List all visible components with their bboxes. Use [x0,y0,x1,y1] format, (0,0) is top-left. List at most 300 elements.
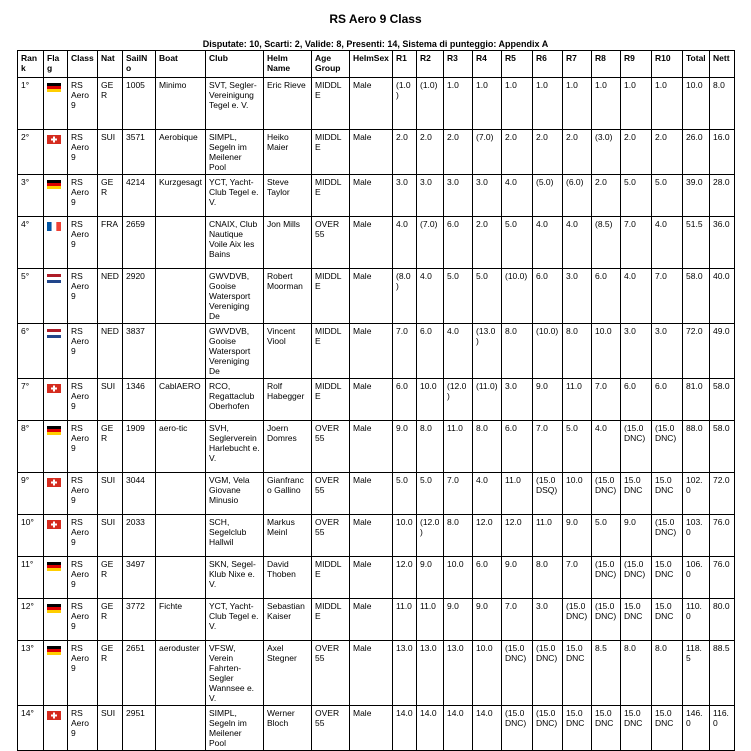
helm-sex-cell: Male [350,515,393,557]
nat-cell: NED [98,324,123,379]
race-score-cell: 1.0 [473,78,502,130]
nat-cell: GER [98,175,123,217]
race-score-cell: 4.0 [592,421,621,473]
race-score-cell: 4.0 [473,473,502,515]
helm-sex-cell: Male [350,641,393,706]
flag-cell [44,78,68,130]
race-score-cell: 15.0 DNC [652,706,683,751]
race-score-cell: 7.0 [444,473,473,515]
flag-cell [44,641,68,706]
race-score-cell: 2.0 [417,130,444,175]
race-score-cell: 3.0 [621,324,652,379]
helm-name-cell: Steve Taylor [264,175,312,217]
age-group-cell: MIDDLE [312,78,350,130]
race-score-cell: 2.0 [621,130,652,175]
total-cell: 146.0 [683,706,710,751]
race-score-cell: 9.0 [533,379,563,421]
race-score-cell: 9.0 [473,599,502,641]
race-score-cell: 15.0 DNC [652,473,683,515]
age-group-cell: MIDDLE [312,130,350,175]
race-score-cell: 8.0 [502,324,533,379]
boat-cell: Fichte [156,599,206,641]
rank-cell: 4° [18,217,44,269]
race-score-cell: (15.0 DSQ) [533,473,563,515]
race-score-cell: 12.0 [393,557,417,599]
flag-ger-icon [47,180,61,189]
race-score-cell: 11.0 [502,473,533,515]
club-cell: CNAIX, Club Nautique Voile Aix les Bains [206,217,264,269]
rank-cell: 5° [18,269,44,324]
nett-cell: 80.0 [710,599,735,641]
race-score-cell: (15.0 DNC) [533,706,563,751]
nat-cell: GER [98,421,123,473]
class-cell: RS Aero 9 [68,324,98,379]
race-score-cell: 13.0 [444,641,473,706]
race-score-cell: (15.0 DNC) [621,421,652,473]
flag-cell [44,599,68,641]
race-score-cell: 15.0 DNC [563,641,592,706]
race-score-cell: 8.0 [652,641,683,706]
helm-sex-cell: Male [350,175,393,217]
club-cell: SVH, Seglerverein Harlebucht e. V. [206,421,264,473]
race-score-cell: 4.0 [502,175,533,217]
race-score-cell: 9.0 [417,557,444,599]
club-cell: VGM, Vela Giovane Minusio [206,473,264,515]
nett-cell: 49.0 [710,324,735,379]
race-score-cell: 2.0 [652,130,683,175]
race-score-cell: 9.0 [444,599,473,641]
race-score-cell: (8.5) [592,217,621,269]
column-header: R5 [502,51,533,78]
race-score-cell: 8.0 [533,557,563,599]
helm-name-cell: Robert Moorman [264,269,312,324]
race-score-cell: 12.0 [473,515,502,557]
helm-name-cell: Heiko Maier [264,130,312,175]
race-score-cell: 15.0 DNC [621,706,652,751]
column-header: Flag [44,51,68,78]
race-score-cell: 7.0 [621,217,652,269]
total-cell: 72.0 [683,324,710,379]
flag-sui-icon [47,520,61,529]
helm-name-cell: Jon Mills [264,217,312,269]
age-group-cell: MIDDLE [312,324,350,379]
total-cell: 51.5 [683,217,710,269]
nett-cell: 76.0 [710,515,735,557]
race-score-cell: 1.0 [592,78,621,130]
rank-cell: 12° [18,599,44,641]
nat-cell: GER [98,78,123,130]
table-row [18,130,735,175]
race-score-cell: 14.0 [473,706,502,751]
race-score-cell: 10.0 [563,473,592,515]
club-cell: SIMPL, Segeln im Meilener Pool [206,130,264,175]
age-group-cell: OVER 55 [312,641,350,706]
helm-name-cell: Axel Stegner [264,641,312,706]
class-cell: RS Aero 9 [68,706,98,751]
flag-sui-icon [47,135,61,144]
total-cell: 39.0 [683,175,710,217]
helm-name-cell: Markus Meinl [264,515,312,557]
race-score-cell: 15.0 DNC [592,706,621,751]
race-score-cell: 11.0 [393,599,417,641]
rank-cell: 3° [18,175,44,217]
column-header: Nett [710,51,735,78]
race-score-cell: 1.0 [502,78,533,130]
race-score-cell: 11.0 [533,515,563,557]
flag-sui-icon [47,384,61,393]
club-cell: GWVDVB, Gooise Watersport Vereniging De [206,269,264,324]
helm-sex-cell: Male [350,706,393,751]
rank-cell: 13° [18,641,44,706]
race-score-cell: 5.0 [621,175,652,217]
race-score-cell: 3.0 [563,269,592,324]
nat-cell: SUI [98,706,123,751]
race-score-cell: (15.0 DNC) [652,515,683,557]
sailno-cell: 3497 [123,557,156,599]
helm-sex-cell: Male [350,269,393,324]
nat-cell: GER [98,599,123,641]
race-score-cell: (3.0) [592,130,621,175]
race-score-cell: (5.0) [533,175,563,217]
table-row [18,78,735,130]
race-score-cell: 3.0 [652,324,683,379]
column-header: R4 [473,51,502,78]
race-score-cell: 2.0 [533,130,563,175]
race-score-cell: 2.0 [473,217,502,269]
flag-ger-icon [47,83,61,92]
age-group-cell: OVER 55 [312,421,350,473]
column-header: Nat [98,51,123,78]
flag-cell [44,557,68,599]
table-row [18,515,735,557]
helm-sex-cell: Male [350,78,393,130]
race-score-cell: 5.0 [502,217,533,269]
race-score-cell: 4.0 [621,269,652,324]
boat-cell: aero-tic [156,421,206,473]
helm-sex-cell: Male [350,557,393,599]
flag-ger-icon [47,604,61,613]
nett-cell: 16.0 [710,130,735,175]
race-score-cell: 9.0 [563,515,592,557]
flag-ned-icon [47,274,61,283]
race-score-cell: 9.0 [502,557,533,599]
rank-cell: 9° [18,473,44,515]
rank-cell: 7° [18,379,44,421]
results-table [17,50,735,751]
race-score-cell: 11.0 [444,421,473,473]
class-cell: RS Aero 9 [68,557,98,599]
nat-cell: SUI [98,473,123,515]
flag-cell [44,175,68,217]
sailno-cell: 4214 [123,175,156,217]
race-score-cell: 6.0 [652,379,683,421]
flag-cell [44,421,68,473]
race-score-cell: 4.0 [444,324,473,379]
club-cell: YCT, Yacht-Club Tegel e. V. [206,599,264,641]
class-cell: RS Aero 9 [68,379,98,421]
race-score-cell: 7.0 [502,599,533,641]
table-row [18,706,735,751]
table-body [18,78,735,751]
race-score-cell: 9.0 [621,515,652,557]
table-row [18,379,735,421]
race-score-cell: 7.0 [592,379,621,421]
nett-cell: 36.0 [710,217,735,269]
sailno-cell: 2651 [123,641,156,706]
nat-cell: GER [98,641,123,706]
club-cell: YCT, Yacht-Club Tegel e. V. [206,175,264,217]
sailno-cell: 3772 [123,599,156,641]
sailno-cell: 1909 [123,421,156,473]
race-score-cell: (7.0) [417,217,444,269]
column-header: Boat [156,51,206,78]
race-score-cell: (1.0) [393,78,417,130]
flag-sui-icon [47,711,61,720]
race-score-cell: 13.0 [417,641,444,706]
club-cell: GWVDVB, Gooise Watersport Vereniging De [206,324,264,379]
column-header: R2 [417,51,444,78]
race-score-cell: 11.0 [563,379,592,421]
boat-cell [156,473,206,515]
flag-cell [44,217,68,269]
boat-cell: Aerobique [156,130,206,175]
total-cell: 58.0 [683,269,710,324]
race-score-cell: 4.0 [533,217,563,269]
race-score-cell: 15.0 DNC [652,599,683,641]
club-cell: SIMPL, Segeln im Meilener Pool [206,706,264,751]
flag-fra-icon [47,222,61,231]
race-score-cell: (15.0 DNC) [592,473,621,515]
race-score-cell: 5.0 [652,175,683,217]
sailno-cell: 3837 [123,324,156,379]
column-header: Helm Name [264,51,312,78]
race-score-cell: 8.0 [563,324,592,379]
class-cell: RS Aero 9 [68,217,98,269]
column-header: Class [68,51,98,78]
race-score-cell: 14.0 [444,706,473,751]
age-group-cell: MIDDLE [312,557,350,599]
sailno-cell: 3044 [123,473,156,515]
nett-cell: 58.0 [710,379,735,421]
table-row [18,175,735,217]
race-score-cell: 10.0 [444,557,473,599]
race-score-cell: 3.0 [473,175,502,217]
race-score-cell: 6.0 [533,269,563,324]
race-score-cell: 5.0 [592,515,621,557]
helm-sex-cell: Male [350,130,393,175]
rank-cell: 8° [18,421,44,473]
column-header: R6 [533,51,563,78]
rank-cell: 6° [18,324,44,379]
race-score-cell: (6.0) [563,175,592,217]
total-cell: 106.0 [683,557,710,599]
race-score-cell: 2.0 [592,175,621,217]
race-score-cell: 14.0 [417,706,444,751]
class-cell: RS Aero 9 [68,175,98,217]
race-score-cell: 4.0 [417,269,444,324]
race-score-cell: 12.0 [502,515,533,557]
class-cell: RS Aero 9 [68,599,98,641]
total-cell: 88.0 [683,421,710,473]
race-score-cell: 13.0 [393,641,417,706]
flag-cell [44,379,68,421]
race-score-cell: (15.0 DNC) [652,421,683,473]
race-score-cell: 9.0 [393,421,417,473]
helm-sex-cell: Male [350,473,393,515]
sailno-cell: 2920 [123,269,156,324]
race-score-cell: (11.0) [473,379,502,421]
race-score-cell: 5.0 [393,473,417,515]
race-score-cell: 2.0 [393,130,417,175]
helm-name-cell: Werner Bloch [264,706,312,751]
helm-sex-cell: Male [350,421,393,473]
age-group-cell: OVER 55 [312,473,350,515]
column-header: R1 [393,51,417,78]
race-score-cell: (15.0 DNC) [533,641,563,706]
race-score-cell: 4.0 [563,217,592,269]
nat-cell: SUI [98,515,123,557]
helm-name-cell: David Thoben [264,557,312,599]
race-score-cell: 6.0 [417,324,444,379]
helm-name-cell: Gianfranco Gallino [264,473,312,515]
flag-ger-icon [47,426,61,435]
class-cell: RS Aero 9 [68,473,98,515]
sailno-cell: 1346 [123,379,156,421]
race-score-cell: (15.0 DNC) [502,641,533,706]
table-row [18,324,735,379]
column-header: Age Group [312,51,350,78]
class-cell: RS Aero 9 [68,130,98,175]
race-score-cell: (15.0 DNC) [563,599,592,641]
race-score-cell: 8.0 [621,641,652,706]
race-score-cell: 8.0 [473,421,502,473]
club-cell: VFSW, Verein Fahrten-Segler Wannsee e. V. [206,641,264,706]
helm-sex-cell: Male [350,324,393,379]
race-score-cell: 1.0 [621,78,652,130]
total-cell: 110.0 [683,599,710,641]
race-score-cell: 7.0 [533,421,563,473]
nat-cell: SUI [98,379,123,421]
boat-cell [156,324,206,379]
sailno-cell: 2659 [123,217,156,269]
column-header: R3 [444,51,473,78]
total-cell: 102.0 [683,473,710,515]
class-cell: RS Aero 9 [68,641,98,706]
rank-cell: 10° [18,515,44,557]
race-score-cell: (8.0) [393,269,417,324]
table-row [18,217,735,269]
race-score-cell: 10.0 [473,641,502,706]
race-score-cell: 2.0 [502,130,533,175]
boat-cell [156,515,206,557]
boat-cell: Minimo [156,78,206,130]
sailno-cell: 3571 [123,130,156,175]
race-score-cell: 3.0 [533,599,563,641]
boat-cell [156,269,206,324]
race-score-cell: 4.0 [652,217,683,269]
race-score-cell: 5.0 [417,473,444,515]
rank-cell: 1° [18,78,44,130]
helm-name-cell: Joern Domres [264,421,312,473]
race-score-cell: 14.0 [393,706,417,751]
boat-cell: aeroduster [156,641,206,706]
race-score-cell: (7.0) [473,130,502,175]
flag-cell [44,515,68,557]
table-row [18,473,735,515]
boat-cell [156,706,206,751]
table-row [18,269,735,324]
race-score-cell: 10.0 [393,515,417,557]
race-score-cell: 3.0 [444,175,473,217]
total-cell: 26.0 [683,130,710,175]
race-score-cell: 3.0 [502,379,533,421]
race-score-cell: (13.0) [473,324,502,379]
sailno-cell: 1005 [123,78,156,130]
race-score-cell: 10.0 [592,324,621,379]
age-group-cell: OVER 55 [312,515,350,557]
race-score-cell: (15.0 DNC) [621,557,652,599]
header-row [18,51,735,78]
club-cell: SVT, Segler-Vereinigung Tegel e. V. [206,78,264,130]
flag-ned-icon [47,329,61,338]
race-score-cell: 8.0 [444,515,473,557]
race-score-cell: 1.0 [652,78,683,130]
boat-cell: CablAERO [156,379,206,421]
nat-cell: GER [98,557,123,599]
nett-cell: 8.0 [710,78,735,130]
race-score-cell: 8.0 [417,421,444,473]
race-score-cell: (10.0) [502,269,533,324]
race-score-cell: 6.0 [502,421,533,473]
race-score-cell: 8.5 [592,641,621,706]
race-score-cell: 15.0 DNC [652,557,683,599]
age-group-cell: MIDDLE [312,599,350,641]
race-score-cell: 15.0 DNC [563,706,592,751]
race-score-cell: 7.0 [563,557,592,599]
nett-cell: 116.0 [710,706,735,751]
column-header: R7 [563,51,592,78]
race-score-cell: 15.0 DNC [621,473,652,515]
helm-sex-cell: Male [350,217,393,269]
helm-name-cell: Eric Rieve [264,78,312,130]
club-cell: SKN, Segel-Klub Nixe e. V. [206,557,264,599]
age-group-cell: MIDDLE [312,379,350,421]
club-cell: SCH, Segelclub Hallwil [206,515,264,557]
table-row [18,641,735,706]
sailno-cell: 2033 [123,515,156,557]
race-score-cell: (15.0 DNC) [592,557,621,599]
column-header: Club [206,51,264,78]
race-score-cell: 2.0 [563,130,592,175]
page-subtitle: Disputate: 10, Scarti: 2, Valide: 8, Presenti: 14, Sistema di punteggio: Appendix A [202,39,549,49]
race-score-cell: 6.0 [621,379,652,421]
rank-cell: 11° [18,557,44,599]
nett-cell: 58.0 [710,421,735,473]
race-score-cell: 2.0 [444,130,473,175]
flag-ger-icon [47,646,61,655]
class-cell: RS Aero 9 [68,78,98,130]
race-score-cell: 6.0 [393,379,417,421]
race-score-cell: 11.0 [417,599,444,641]
flag-cell [44,269,68,324]
rank-cell: 14° [18,706,44,751]
class-cell: RS Aero 9 [68,421,98,473]
nat-cell: FRA [98,217,123,269]
age-group-cell: MIDDLE [312,269,350,324]
race-score-cell: 1.0 [563,78,592,130]
class-cell: RS Aero 9 [68,515,98,557]
total-cell: 81.0 [683,379,710,421]
